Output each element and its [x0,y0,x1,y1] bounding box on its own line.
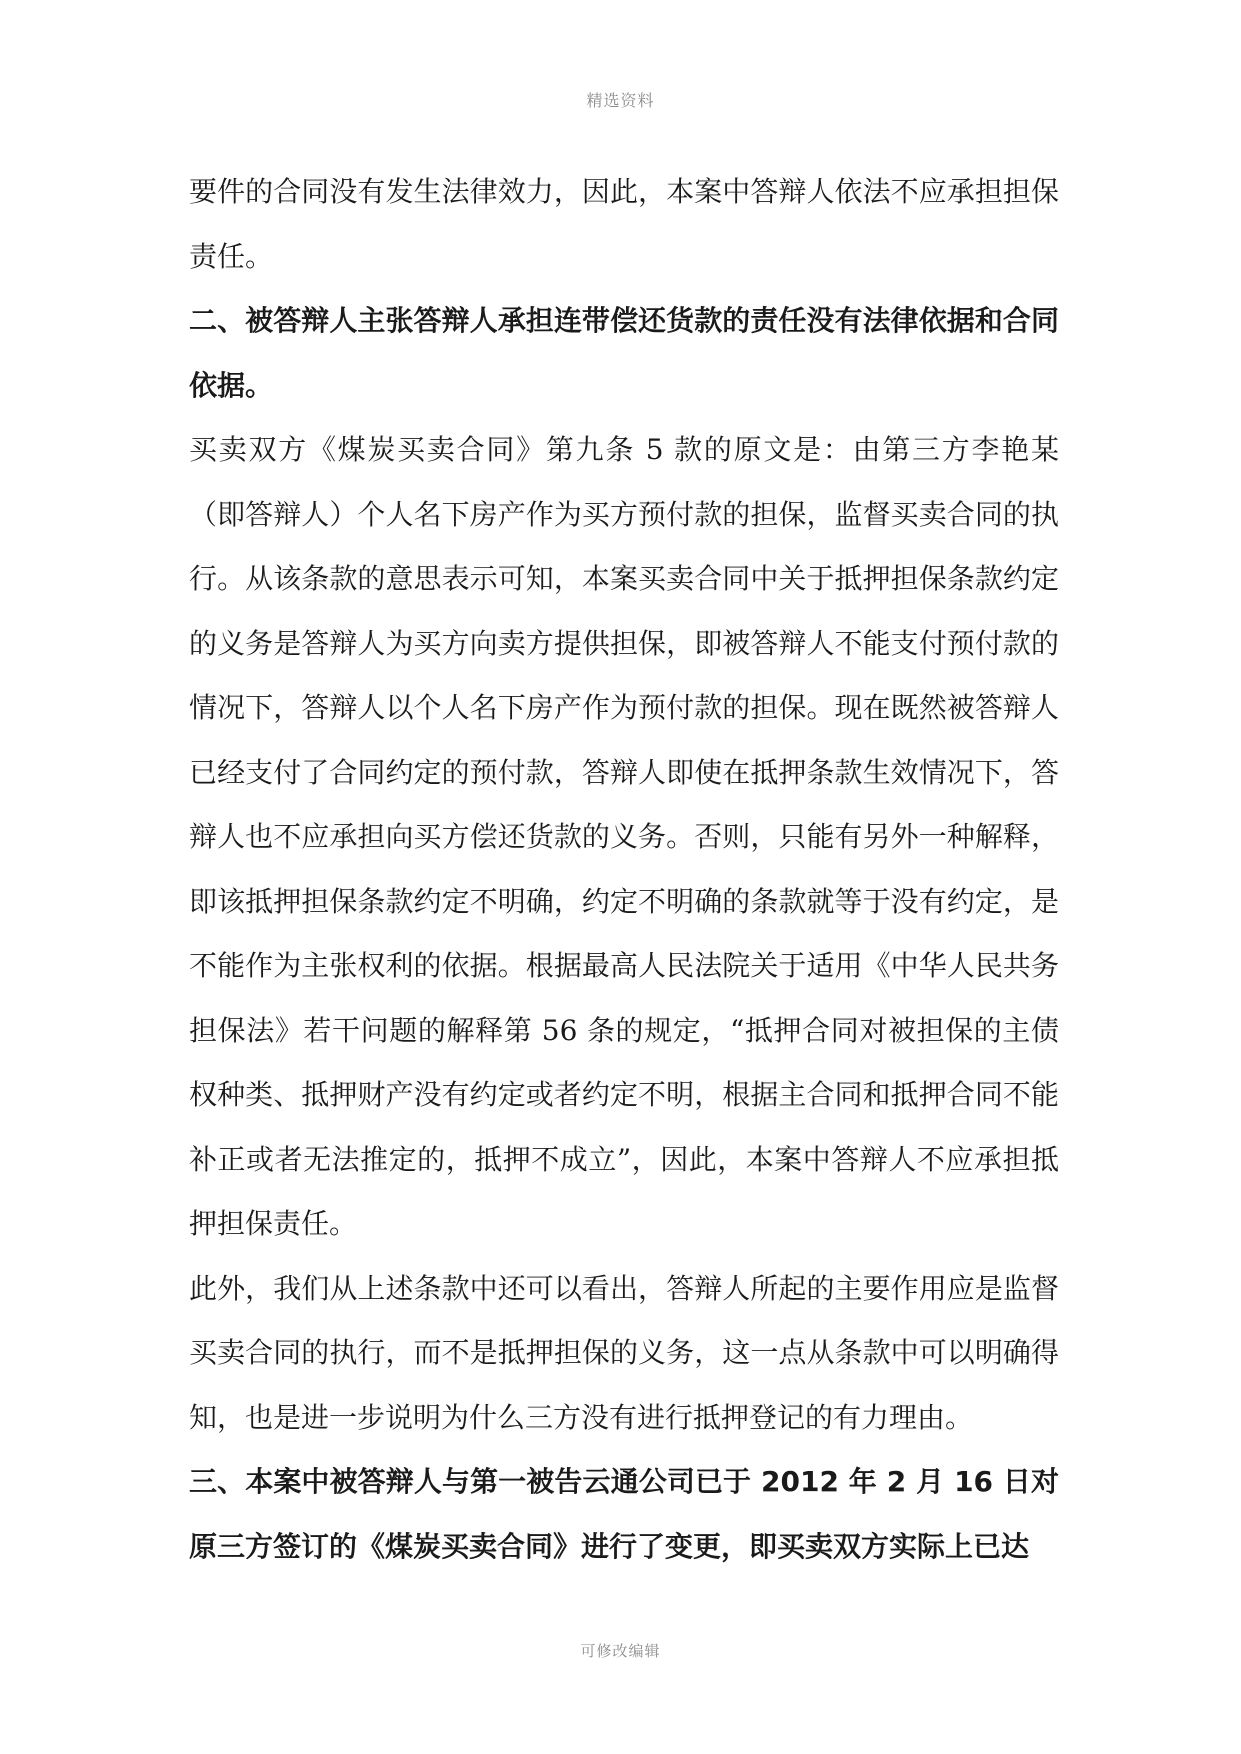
body-paragraph: 要件的合同没有发生法律效力，因此，本案中答辩人依法不应承担担保责任。 [189,175,1059,273]
body-paragraph: 买卖双方《煤炭买卖合同》第九条 5 款的原文是：由第三方李艳某（即答辩人）个人名下房产作为买方预付款的担保，监督买卖合同的执行。从该条款的意思表示可知，本案买卖合同中关于抵押担保条款约定的义务是答辩人为买方向卖方提供担保，即被答辩人不能支付预付款的情况下，答辩人以个人名下房产作为预付款的担保。现在既然被答辩人已经支付了合同约定的预付款，答辩人即使在抵押条款生效情况下，答辩人也不应承担向买方偿还货款的义务。否则，只能有另外一种解释，即该抵押担保条款约定不明确，约定不明确的条款就等于没有约定，是不能作为主张权利的依据。根据最高人民法院关于适用《中华人民共务担保法》若干问题的解释第 56 条的规定，“抵押合同对被担保的主债权种类、抵押财产没有约定或者约定不明，根据主合同和抵押合同不能补正或者无法推定的，抵押不成立”，因此，本案中答辩人不应承担抵押担保责任。 [189,433,1059,1240]
section-heading: 二、被答辩人主张答辩人承担连带偿还货款的责任没有法律依据和合同依据。 [189,304,1059,402]
page-header: 精选资料 [586,91,655,110]
section-heading: 三、本案中被答辩人与第一被告云通公司已于 2012 年 2 月 16 日对原三方签订的《煤炭买卖合同》进行了变更，即买卖双方实际上已达 [189,1465,1059,1563]
page-footer: 可修改编辑 [580,1642,661,1660]
document-body [189,160,1059,1579]
body-paragraph: 此外，我们从上述条款中还可以看出，答辩人所起的主要作用应是监督买卖合同的执行，而不是抵押担保的义务，这一点从条款中可以明确得知，也是进一步说明为什么三方没有进行抵押登记的有力理由。 [189,1271,1059,1434]
